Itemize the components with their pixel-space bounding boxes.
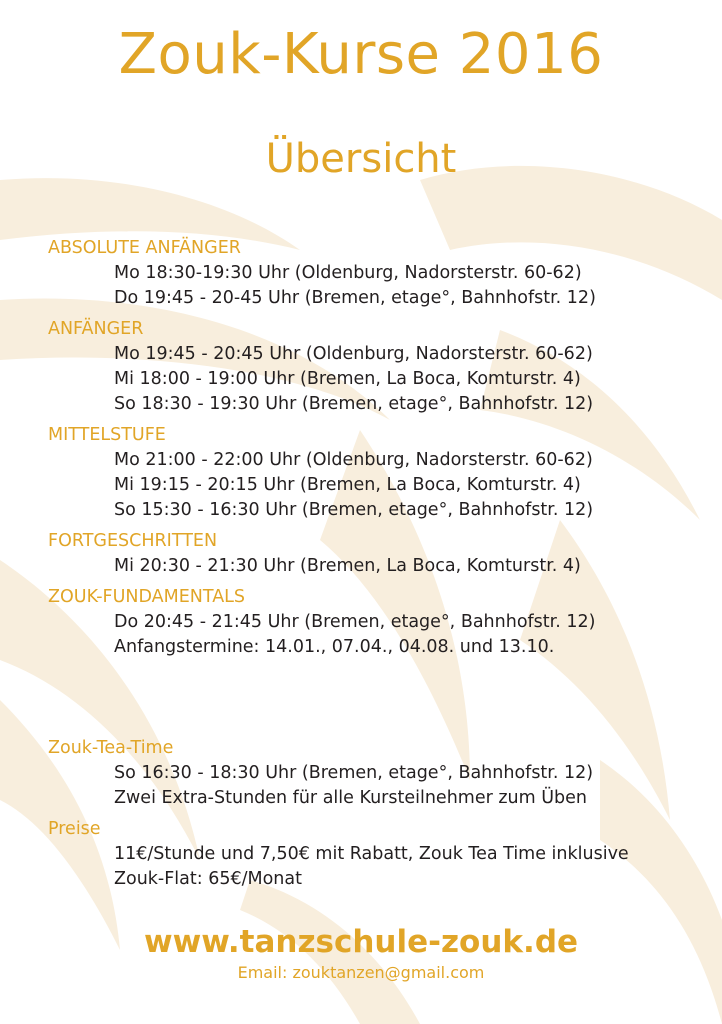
section-heading: Zouk-Tea-Time — [48, 738, 174, 758]
page-subtitle: Übersicht — [265, 136, 457, 182]
section-zouk-fundamentals — [48, 585, 708, 660]
section-fortgeschritten — [48, 529, 708, 579]
section-mittelstufe — [48, 423, 708, 523]
section-heading: MITTELSTUFE — [48, 425, 166, 445]
schedule-line: Do 19:45 - 20-45 Uhr (Bremen, etage°, Bahnhofstr. 12) — [114, 288, 596, 308]
section-anfaenger — [48, 317, 708, 417]
schedule-line: Mo 18:30-19:30 Uhr (Oldenburg, Nadorsterstr. 60-62) — [114, 263, 582, 283]
schedule-line: Mi 18:00 - 19:00 Uhr (Bremen, La Boca, Komturstr. 4) — [114, 369, 581, 389]
course-schedule — [48, 236, 708, 666]
section-heading: ZOUK-FUNDAMENTALS — [48, 587, 246, 607]
extras-block — [48, 736, 708, 898]
schedule-line: So 15:30 - 16:30 Uhr (Bremen, etage°, Bahnhofstr. 12) — [114, 500, 594, 520]
website-link[interactable]: www.tanzschule-zouk.de — [143, 924, 579, 960]
schedule-line: Anfangstermine: 14.01., 07.04., 04.08. und 13.10. — [114, 637, 555, 657]
price-line: 11€/Stunde und 7,50€ mit Rabatt, Zouk Tea Time inklusive — [114, 844, 629, 864]
section-heading: FORTGESCHRITTEN — [48, 531, 218, 551]
section-heading: ABSOLUTE ANFÄNGER — [48, 238, 241, 258]
email-link[interactable]: Email: zouktanzen@gmail.com — [237, 963, 485, 982]
info-line: Zwei Extra-Stunden für alle Kursteilnehmer zum Üben — [114, 788, 588, 808]
schedule-line: Do 20:45 - 21:45 Uhr (Bremen, etage°, Bahnhofstr. 12) — [114, 612, 596, 632]
schedule-line: Mi 19:15 - 20:15 Uhr (Bremen, La Boca, Komturstr. 4) — [114, 475, 581, 495]
price-line: Zouk-Flat: 65€/Monat — [114, 869, 302, 889]
page-title: Zouk-Kurse 2016 — [118, 22, 604, 87]
schedule-line: Mi 20:30 - 21:30 Uhr (Bremen, La Boca, Komturstr. 4) — [114, 556, 581, 576]
schedule-line: Mo 21:00 - 22:00 Uhr (Oldenburg, Nadorsterstr. 60-62) — [114, 450, 593, 470]
schedule-line: Mo 19:45 - 20:45 Uhr (Oldenburg, Nadorsterstr. 60-62) — [114, 344, 593, 364]
schedule-line: So 16:30 - 18:30 Uhr (Bremen, etage°, Bahnhofstr. 12) — [114, 763, 594, 783]
section-preise — [48, 817, 708, 892]
footer — [0, 922, 722, 984]
section-zouk-tea-time — [48, 736, 708, 811]
schedule-line: So 18:30 - 19:30 Uhr (Bremen, etage°, Bahnhofstr. 12) — [114, 394, 594, 414]
section-absolute-anfaenger — [48, 236, 708, 311]
section-heading: ANFÄNGER — [48, 319, 144, 339]
section-heading: Preise — [48, 819, 101, 839]
